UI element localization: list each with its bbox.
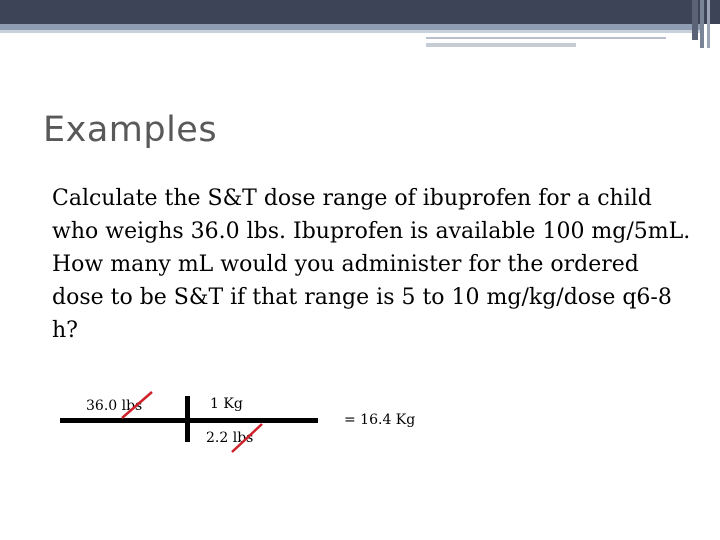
conversion-result: = 16.4 Kg [344, 412, 416, 428]
conversion-denominator: 2.2 lbs [206, 430, 254, 446]
conversion-numerator: 1 Kg [210, 396, 243, 412]
strike-mark-weight-unit [122, 392, 152, 418]
slide-title: Examples [43, 110, 218, 150]
problem-text: Calculate the S&T dose range of ibuprofen for a child who weighs 36.0 lbs. Ibuprofen is available 100 mg/5mL. How many mL would you administer for the ordered dose to be S&T if that range is 5 to 10 mg/kg/dose q6-8 h? [52, 186, 691, 343]
weight-value: 36.0 lbs [86, 398, 143, 414]
strike-mark-denominator-unit [232, 424, 262, 452]
